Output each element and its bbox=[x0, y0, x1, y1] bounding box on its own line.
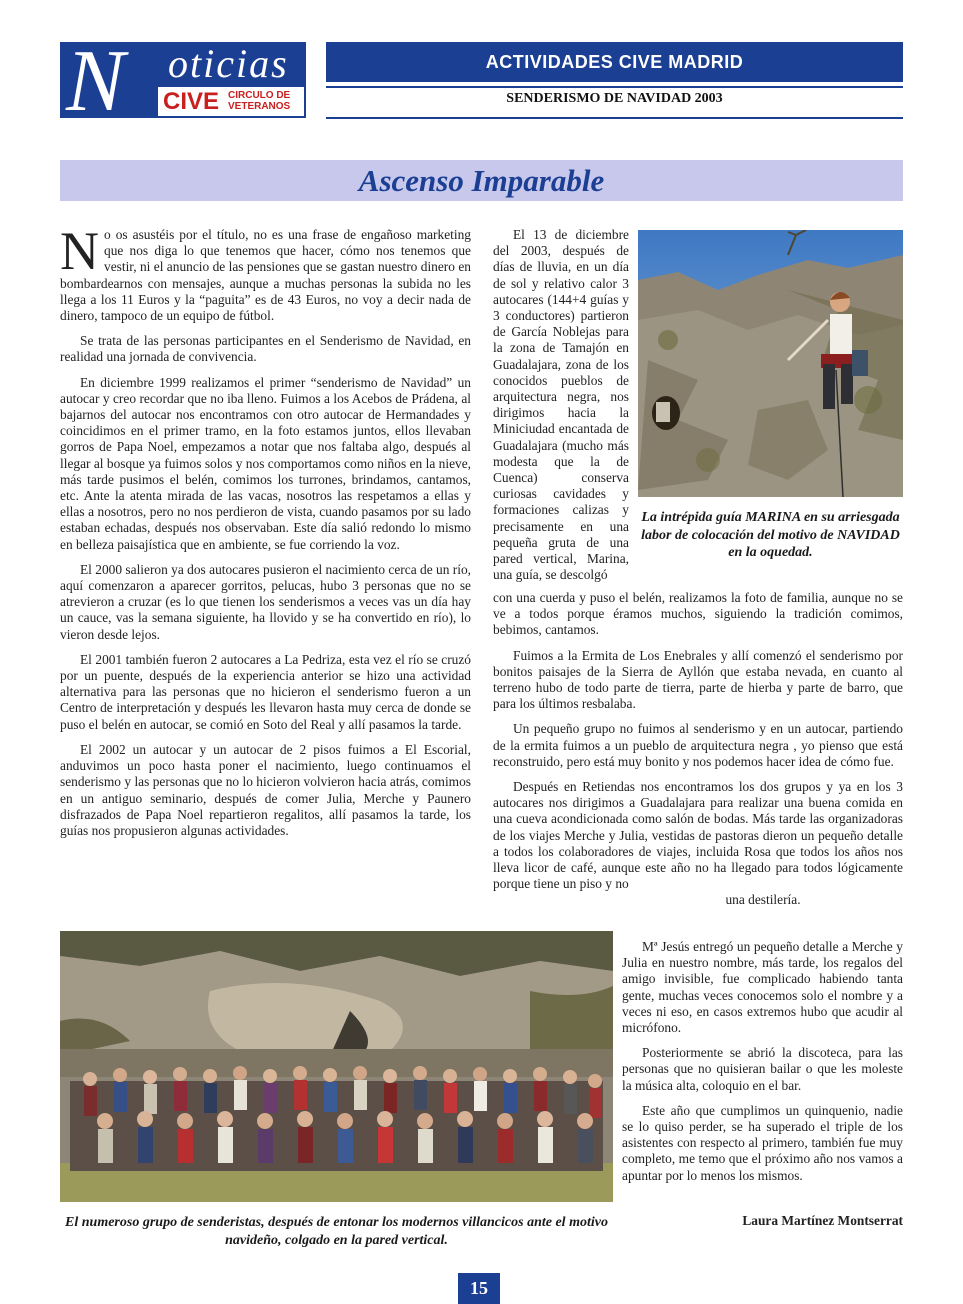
paragraph: El 13 de diciembre del 2003, después de días de lluvia, en un día de sol y relativo calor 3 autocares (144+4 guías y 3 conductores) partieron de García Noblejas para la zona de Tamajón en Guadalajara, zona de los conocidos pueblos de arquitectura negra, nos dirigimos hacia la Miniciudad encantada de Guadalajara (mucho más modesta que la de Cuenca) conserva curiosas cavidades y formaciones calizas y precisamente en una pequeña gruta de una pared vertical, Marina, una guía, se descolgó bbox=[493, 227, 629, 583]
paragraph: Un pequeño grupo no fuimos al senderismo y en un autocar, partiendo de la ermita fuimos a un pueblo de arquitectura negra , yo pienso que está reconstruido, pero está muy bonito y nos podemos hacer idea de cómo fue. bbox=[493, 721, 903, 769]
paragraph: Se trata de las personas participantes en el Senderismo de Navidad, en realidad una jornada de convivencia. bbox=[60, 333, 471, 365]
climber-photo bbox=[638, 230, 903, 497]
section-subtitle: SENDERISMO DE NAVIDAD 2003 bbox=[506, 91, 723, 106]
paragraph-text: o os asustéis por el título, no es una frase de engañoso marketing que nos diga lo que tenemos que hacer, cómo nos tenemos que vestir, ni el anuncio de las pensiones que se gastan nuestro dinero en bombardearnos con mensajes, aunque a muchas personas la subida no les llega a los 11 Euros y la “paguita” es de 43 Euros, no voy a decir nada de dinero, tampoco de un equipo de fútbol. bbox=[60, 227, 471, 324]
left-column bbox=[60, 221, 471, 848]
paragraph: Posteriormente se abrió la discoteca, para las personas que no quisieran bailar o que les moleste la música alta, coloquio en el bar. bbox=[622, 1045, 903, 1093]
logo-brand-box bbox=[158, 87, 304, 116]
paragraph-end: una destilería. bbox=[725, 892, 801, 908]
right-narrow-column bbox=[622, 939, 903, 1193]
title-band bbox=[60, 160, 903, 201]
drop-cap: N bbox=[60, 221, 99, 281]
group-crowd bbox=[70, 1066, 603, 1171]
section-header: ACTIVIDADES CIVE MADRID bbox=[326, 42, 903, 82]
middle-column bbox=[493, 227, 629, 583]
logo-initial: N bbox=[66, 33, 125, 130]
paragraph: El 2002 un autocar y un autocar de 2 pisos fuimos a El Escorial, anduvimos un poco hasta poner el nacimiento, luego continuamos el senderismo y las personas que no lo hicieron volvieron hacia atrás, comimos en un antiguo seminario, después de comer Julia, Merche y Paunero disfrazados de Papa Noel repartieron regalitos, allí pasamos la tarde, los guías nos propusieron algunas actividades. bbox=[60, 741, 471, 838]
paragraph: Este año que cumplimos un quinquenio, nadie se lo quiso perder, se ha superado el triple de los asistentes con respecto al primero, también fue muy completo, me temo que el próximo año nos vamos a apuntar por lo menos los mismos. bbox=[622, 1102, 903, 1183]
climber-photo-caption: La intrépida guía MARINA en su arriesgada labor de colocación del motivo de NAVIDAD en la oquedad. bbox=[641, 510, 900, 560]
article-title: Ascenso Imparable bbox=[358, 163, 605, 198]
logo-brand: CIVE bbox=[163, 88, 220, 115]
paragraph bbox=[60, 221, 471, 324]
group-photo bbox=[60, 931, 613, 1202]
paragraph: El 2000 salieron ya dos autocares pusieron el nacimiento cerca de un río, aquí comenzaron a aparecer gorritos, pelucas, hubo 3 personas que no se atrevieron a cruzar (es lo que tienen los senderismos a veces vas un día hay un cauce, vas la semana siguiente, ha llovido y se ha convertido en río), lo vieron desde lejos. bbox=[60, 561, 471, 642]
paragraph: Después en Retiendas nos encontramos los dos grupos y ya en los 3 autocares nos dirigimos a Guadalajara para realizar una buena comida en una cueva acondicionada como salón de bodas. Más tarde las organizadoras de los viajes Merche y Julia, vestidas de pastoras dieron un pequeño detalle a todos los colaboradores de viajes, incluida Rosa que todos los años nos lleva licor de café, aunque este año no ha llegado para todos lógicamente porque tiene un piso y no bbox=[493, 779, 903, 892]
paragraph: con una cuerda y puso el belén, realizamos la foto de familia, aunque no se ve a todos porque éramos muchos, siguiendo la tradición comimos, bebimos, cantamos. bbox=[493, 590, 903, 638]
header-rule-bottom bbox=[326, 117, 903, 119]
article-author: Laura Martínez Montserrat bbox=[742, 1213, 903, 1228]
logo-word: oticias bbox=[168, 41, 289, 86]
group-photo-caption: El numeroso grupo de senderistas, después de entonar los modernos villancicos ante el motivo navideño, colgado en la pared vertical. bbox=[65, 1215, 608, 1248]
paragraph: En diciembre 1999 realizamos el primer “senderismo de Navidad” un autocar y creo recordar que no iba lleno. Fuimos a los Acebos de Prádena, al bajarnos del autocar nos encontramos con otro autocar de Hermandades y coincidimos en el primer tramo, en la foto estamos juntos, ellos llevaban gorros de Papa Noel, empezamos a notar que nos faltaba algo, después al llegar al bosque ya fuimos solos y nos comportamos como niños en la nieve, más tarde pusimos el belén, comimos los turrones, brindamos, cantamos, etc. Ante la atenta mirada de las vacas, nosotros las respetamos a ellas y ellas a nosotros, pero no nos perdieron de vista, cuando pasamos por su lado estaban echadas, después nos observaban. Este día salió redondo lo mismo en belleza paisajística que en ambiente, se fue corriendo la voz. bbox=[60, 374, 471, 552]
right-wide-column bbox=[493, 590, 903, 909]
group-photo-image bbox=[60, 931, 613, 1202]
paragraph: El 2001 también fueron 2 autocares a La Pedriza, esta vez el río se cruzó por un puente, después de la experiencia anterior se hizo una actividad alternativa para las personas que no hicieron el senderismo fueron a un Centro de interpretación y después les llevaron hasta muy cerca de donde se puso el belén en autocar, se comió en Soto del Real y allí pasamos la tarde. bbox=[60, 651, 471, 732]
header-rule-top bbox=[326, 86, 903, 88]
logo-subtitle: CIRCULO DE VETERANOS bbox=[228, 90, 291, 112]
paragraph: Fuimos a la Ermita de Los Enebrales y allí comenzó el senderismo por bonitos paisajes de la Sierra de Ayllón que estaba nevada, en cuanto al terreno hubo de todo parte de tierra, parte de hierba y parte de barro, que para los últimos resbalaba. bbox=[493, 647, 903, 712]
noticias-cive-logo bbox=[60, 33, 306, 130]
paragraph: Mª Jesús entregó un pequeño detalle a Merche y Julia en nuestro nombre, más tarde, los regalos del amigo invisible, fue complicado habiendo tanta gente, muchas veces conocemos solo el nombre y a veces ni eso, en casos extremos hubo que acudir al micrófono. bbox=[622, 939, 903, 1036]
climber-photo-image bbox=[638, 230, 903, 497]
page-number: 15 bbox=[458, 1273, 500, 1304]
